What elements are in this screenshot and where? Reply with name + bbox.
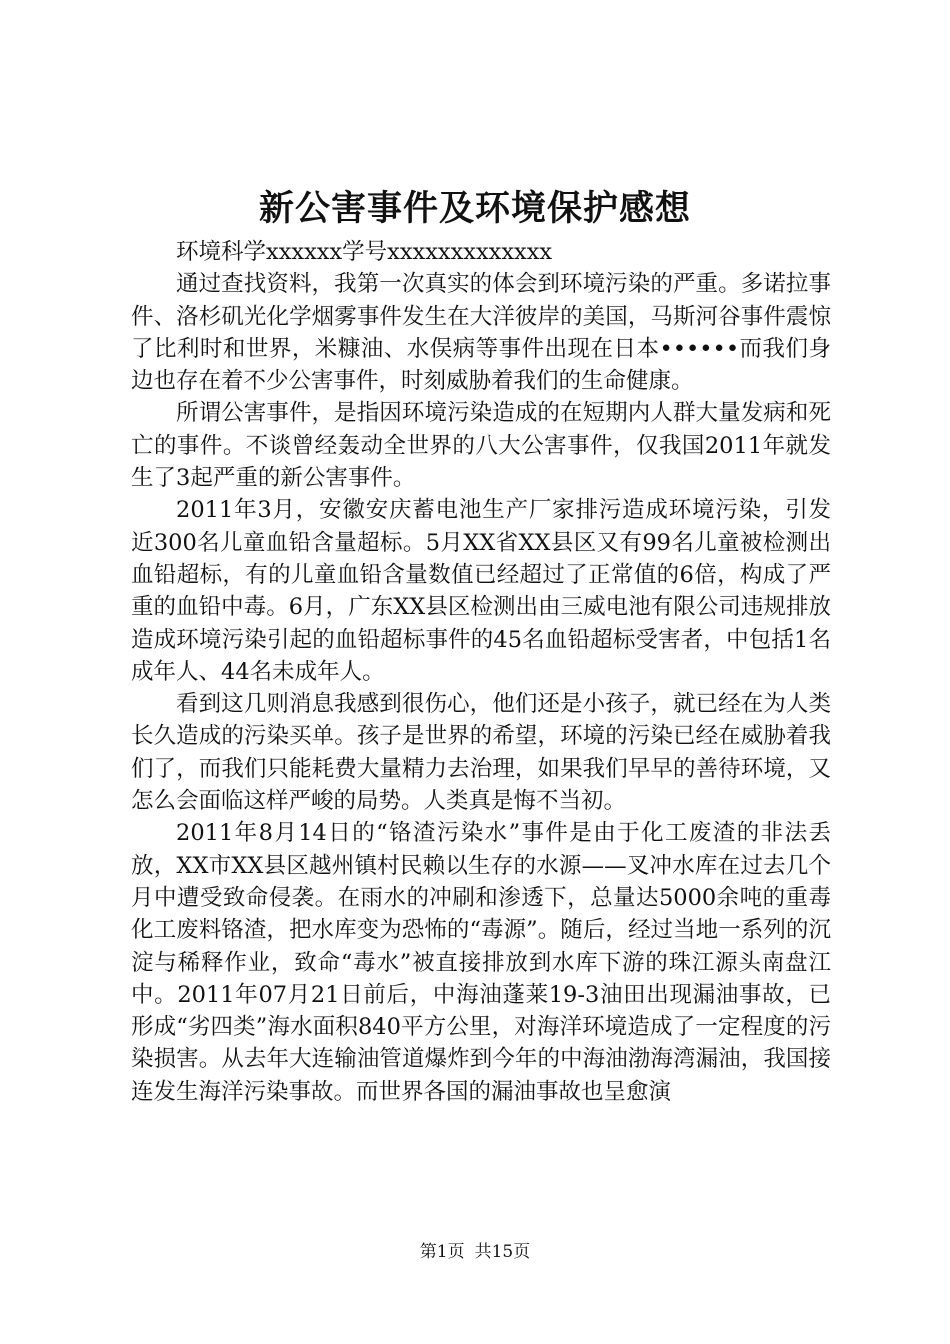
paragraph: 通过查找资料，我第一次真实的体会到环境污染的严重。多诺拉事件、洛杉矶光化学烟雾事件发生在大洋彼岸的美国，马斯河谷事件震惊了比利时和世界，米糠油、水俣病等事件出现在日本••••••而我们身边也存在着不少公害事件，时刻威胁着我们的生命健康。 [131,271,831,395]
paragraph: 所谓公害事件，是指因环境污染造成的在短期内人群大量发病和死亡的事件。不谈曾经轰动全世界的八大公害事件，仅我国2011年就发生了3起严重的新公害事件。 [131,400,831,492]
page-total: 共15页 [474,1242,531,1262]
page-footer [0,1240,950,1264]
paragraph: 2011年8月14日的“铬渣污染水”事件是由于化工废渣的非法丢放，XX市XX县区越州镇村民赖以生存的水源——叉冲水库在过去几个月中遭受致命侵袭。在雨水的冲刷和渗透下，总量达5000余吨的重毒化工废料铬渣，把水库变为恐怖的“毒源”。随后，经过当地一系列的沉淀与稀释作业，致命“毒水”被直接排放到水库下游的珠江源头南盘江中。2011年07月21日前后，中海油蓬莱19-3油田出现漏油事故，已形成“劣四类”海水面积840平方公里，对海洋环境造成了一定程度的污染损害。从去年大连输油管道爆炸到今年的中海油渤海湾漏油，我国接连发生海洋污染事故。而世界各国的漏油事故也呈愈演 [131,820,831,1105]
page-number: 第1页 [419,1242,465,1262]
document-title: 新公害事件及环境保护感想 [258,188,691,229]
paragraph: 2011年3月，安徽安庆蓄电池生产厂家排污造成环境污染，引发近300名儿童血铅含量超标。5月XX省XX县区又有99名儿童被检测出血铅超标，有的儿童血铅含量数值已经超过了正常值的6倍，构成了严重的血铅中毒。6月，广东XX县区检测出由三威电池有限公司违规排放造成环境污染引起的血铅超标事件的45名血铅超标受害者，中包括1名成年人、44名未成年人。 [131,497,831,685]
paragraph: 看到这几则消息我感到很伤心，他们还是小孩子，就已经在为人类长久造成的污染买单。孩子是世界的希望，环境的污染已经在威胁着我们了，而我们只能耗费大量精力去治理，如果我们早早的善待环境，又怎么会面临这样严峻的局势。人类真是悔不当初。 [131,691,831,815]
document-body [131,236,831,1108]
author-line: 环境科学xxxxxx学号xxxxxxxxxxxxx [176,239,553,265]
